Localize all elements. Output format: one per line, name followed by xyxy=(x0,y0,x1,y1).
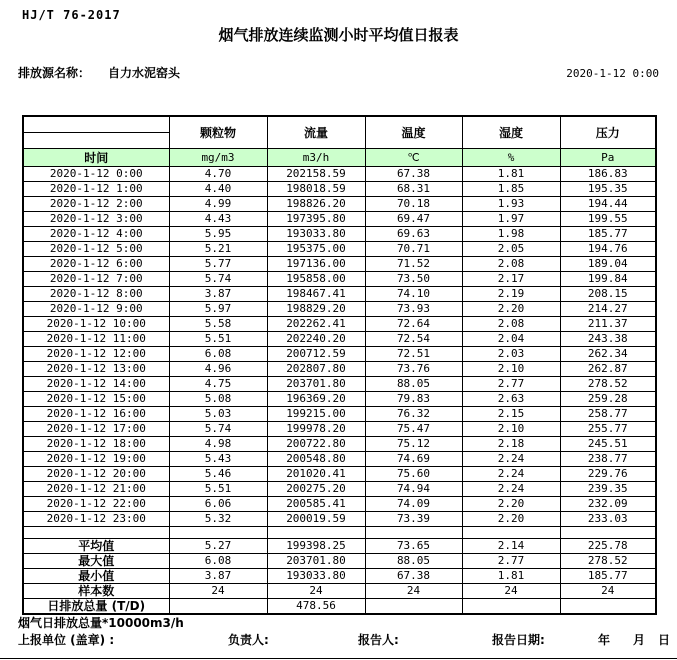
cell-time: 2020-1-12 14:00 xyxy=(23,377,169,392)
footer-note: 烟气日排放总量*10000m3/h xyxy=(18,616,184,630)
hour-row xyxy=(23,377,656,392)
cell-value: 1.93 xyxy=(462,197,560,212)
cell-value: 73.93 xyxy=(365,302,462,317)
summary-row xyxy=(23,584,656,599)
summary-value: 2.77 xyxy=(462,554,560,569)
cell-value: 197136.00 xyxy=(267,257,365,272)
cell-value: 200275.20 xyxy=(267,482,365,497)
source-name-value: 自力水泥窑头 xyxy=(108,66,181,80)
cell-value: 1.97 xyxy=(462,212,560,227)
cell-time: 2020-1-12 9:00 xyxy=(23,302,169,317)
cell-value: 73.50 xyxy=(365,272,462,287)
hour-row xyxy=(23,332,656,347)
cell-time: 2020-1-12 16:00 xyxy=(23,407,169,422)
cell-value: 5.51 xyxy=(169,482,267,497)
hour-row xyxy=(23,212,656,227)
cell-value: 200019.59 xyxy=(267,512,365,527)
cell-value: 72.54 xyxy=(365,332,462,347)
cell-value: 195858.00 xyxy=(267,272,365,287)
cell-value: 76.32 xyxy=(365,407,462,422)
responsible-label: 负责人: xyxy=(228,633,269,647)
summary-value: 203701.80 xyxy=(267,554,365,569)
cell-value: 5.46 xyxy=(169,467,267,482)
corner-divider xyxy=(24,117,169,133)
cell-value: 74.10 xyxy=(365,287,462,302)
hour-row xyxy=(23,302,656,317)
cell-value: 75.12 xyxy=(365,437,462,452)
cell-value: 258.77 xyxy=(560,407,656,422)
cell-time: 2020-1-12 8:00 xyxy=(23,287,169,302)
summary-value: 67.38 xyxy=(365,569,462,584)
summary-value xyxy=(462,599,560,615)
hour-row xyxy=(23,317,656,332)
cell-value: 5.74 xyxy=(169,422,267,437)
cell-value: 2.19 xyxy=(462,287,560,302)
cell-time: 2020-1-12 11:00 xyxy=(23,332,169,347)
hour-row xyxy=(23,452,656,467)
cell-value: 73.39 xyxy=(365,512,462,527)
hour-row xyxy=(23,272,656,287)
cell-time: 2020-1-12 3:00 xyxy=(23,212,169,227)
cell-value: 5.58 xyxy=(169,317,267,332)
monitoring-table xyxy=(22,115,657,615)
cell-time: 2020-1-12 10:00 xyxy=(23,317,169,332)
cell-value: 211.37 xyxy=(560,317,656,332)
cell-time: 2020-1-12 12:00 xyxy=(23,347,169,362)
cell-time: 2020-1-12 5:00 xyxy=(23,242,169,257)
cell-value: 79.83 xyxy=(365,392,462,407)
cell-value: 278.52 xyxy=(560,377,656,392)
cell-value: 4.70 xyxy=(169,167,267,182)
cell-value: 202807.80 xyxy=(267,362,365,377)
cell-value: 70.71 xyxy=(365,242,462,257)
hour-row xyxy=(23,257,656,272)
hour-row xyxy=(23,482,656,497)
cell-value: 239.35 xyxy=(560,482,656,497)
report-title: 烟气排放连续监测小时平均值日报表 xyxy=(218,26,459,44)
cell-value: 74.69 xyxy=(365,452,462,467)
cell-value: 4.40 xyxy=(169,182,267,197)
hour-row xyxy=(23,467,656,482)
cell-value: 185.77 xyxy=(560,227,656,242)
cell-time: 2020-1-12 18:00 xyxy=(23,437,169,452)
summary-row xyxy=(23,599,656,615)
col-header-temperature: 温度 xyxy=(365,116,462,149)
year-label: 年 xyxy=(598,633,611,647)
summary-value: 278.52 xyxy=(560,554,656,569)
cell-value: 5.77 xyxy=(169,257,267,272)
cell-time: 2020-1-12 17:00 xyxy=(23,422,169,437)
unit-header-row xyxy=(23,149,656,167)
summary-value: 478.56 xyxy=(267,599,365,615)
cell-value: 200585.41 xyxy=(267,497,365,512)
cell-time: 2020-1-12 13:00 xyxy=(23,362,169,377)
cell-value: 233.03 xyxy=(560,512,656,527)
cell-value: 2.03 xyxy=(462,347,560,362)
cell-value: 2.20 xyxy=(462,512,560,527)
cell-value: 72.64 xyxy=(365,317,462,332)
summary-row xyxy=(23,554,656,569)
cell-value: 229.76 xyxy=(560,467,656,482)
cell-value: 195375.00 xyxy=(267,242,365,257)
cell-value: 5.95 xyxy=(169,227,267,242)
cell-value: 2.20 xyxy=(462,497,560,512)
cell-value: 203701.80 xyxy=(267,377,365,392)
cell-value: 5.74 xyxy=(169,272,267,287)
cell-value: 5.08 xyxy=(169,392,267,407)
cell-time: 2020-1-12 22:00 xyxy=(23,497,169,512)
cell-value: 5.43 xyxy=(169,452,267,467)
unit-particulate: mg/m3 xyxy=(169,149,267,167)
cell-value: 1.85 xyxy=(462,182,560,197)
cell-value: 189.04 xyxy=(560,257,656,272)
col-header-particulate: 颗粒物 xyxy=(169,116,267,149)
hour-row xyxy=(23,512,656,527)
corner-cell xyxy=(23,116,169,149)
cell-value: 196369.20 xyxy=(267,392,365,407)
cell-value: 202240.20 xyxy=(267,332,365,347)
summary-row xyxy=(23,569,656,584)
hour-row xyxy=(23,227,656,242)
summary-value: 24 xyxy=(169,584,267,599)
cell-value: 245.51 xyxy=(560,437,656,452)
cell-value: 2.10 xyxy=(462,422,560,437)
summary-rows xyxy=(23,539,656,615)
pollutant-header-row xyxy=(23,116,656,149)
cell-value: 73.76 xyxy=(365,362,462,377)
cell-time: 2020-1-12 21:00 xyxy=(23,482,169,497)
cell-value: 2.10 xyxy=(462,362,560,377)
hour-row xyxy=(23,407,656,422)
hour-row xyxy=(23,242,656,257)
cell-value: 259.28 xyxy=(560,392,656,407)
summary-label: 最小值 xyxy=(23,569,169,584)
cell-value: 72.51 xyxy=(365,347,462,362)
cell-time: 2020-1-12 15:00 xyxy=(23,392,169,407)
reporter-label: 报告人: xyxy=(358,633,399,647)
hour-row xyxy=(23,167,656,182)
cell-value: 75.60 xyxy=(365,467,462,482)
cell-value: 4.43 xyxy=(169,212,267,227)
time-header-cell: 时间 xyxy=(23,149,169,167)
summary-value: 199398.25 xyxy=(267,539,365,554)
source-name-label: 排放源名称： xyxy=(18,66,91,80)
cell-value: 71.52 xyxy=(365,257,462,272)
col-header-humidity: 湿度 xyxy=(462,116,560,149)
cell-value: 5.97 xyxy=(169,302,267,317)
cell-value: 4.96 xyxy=(169,362,267,377)
cell-value: 200712.59 xyxy=(267,347,365,362)
report-date-label: 报告日期: xyxy=(492,633,545,647)
summary-value: 6.08 xyxy=(169,554,267,569)
cell-value: 5.51 xyxy=(169,332,267,347)
hour-row xyxy=(23,497,656,512)
cell-value: 4.99 xyxy=(169,197,267,212)
cell-value: 74.09 xyxy=(365,497,462,512)
summary-value: 24 xyxy=(560,584,656,599)
col-header-flow: 流量 xyxy=(267,116,365,149)
cell-value: 5.21 xyxy=(169,242,267,257)
report-datetime: 2020-1-12 0:00 xyxy=(566,67,659,80)
cell-value: 199978.20 xyxy=(267,422,365,437)
cell-value: 69.63 xyxy=(365,227,462,242)
hour-row xyxy=(23,362,656,377)
cell-value: 2.20 xyxy=(462,302,560,317)
cell-value: 6.06 xyxy=(169,497,267,512)
unit-humidity: % xyxy=(462,149,560,167)
cell-value: 262.87 xyxy=(560,362,656,377)
page-bottom-rule xyxy=(0,658,677,659)
month-label: 月 xyxy=(633,633,646,647)
cell-value: 194.76 xyxy=(560,242,656,257)
cell-value: 199.84 xyxy=(560,272,656,287)
day-label: 日 xyxy=(658,633,671,647)
cell-value: 232.09 xyxy=(560,497,656,512)
summary-label: 样本数 xyxy=(23,584,169,599)
hour-row xyxy=(23,287,656,302)
cell-value: 5.32 xyxy=(169,512,267,527)
summary-label: 平均值 xyxy=(23,539,169,554)
cell-time: 2020-1-12 23:00 xyxy=(23,512,169,527)
cell-value: 195.35 xyxy=(560,182,656,197)
cell-value: 2.63 xyxy=(462,392,560,407)
summary-value: 88.05 xyxy=(365,554,462,569)
signature-line xyxy=(0,631,677,647)
summary-value: 3.87 xyxy=(169,569,267,584)
cell-value: 69.47 xyxy=(365,212,462,227)
summary-value: 2.14 xyxy=(462,539,560,554)
hour-row xyxy=(23,182,656,197)
cell-value: 186.83 xyxy=(560,167,656,182)
cell-value: 68.31 xyxy=(365,182,462,197)
cell-value: 4.75 xyxy=(169,377,267,392)
cell-value: 2.77 xyxy=(462,377,560,392)
cell-time: 2020-1-12 19:00 xyxy=(23,452,169,467)
summary-value: 24 xyxy=(365,584,462,599)
summary-label: 最大值 xyxy=(23,554,169,569)
cell-time: 2020-1-12 4:00 xyxy=(23,227,169,242)
summary-value: 1.81 xyxy=(462,569,560,584)
summary-value xyxy=(365,599,462,615)
cell-value: 243.38 xyxy=(560,332,656,347)
cell-value: 238.77 xyxy=(560,452,656,467)
summary-value: 24 xyxy=(462,584,560,599)
cell-value: 2.04 xyxy=(462,332,560,347)
cell-value: 255.77 xyxy=(560,422,656,437)
summary-value xyxy=(169,599,267,615)
hour-row xyxy=(23,437,656,452)
cell-value: 2.24 xyxy=(462,452,560,467)
cell-value: 214.27 xyxy=(560,302,656,317)
cell-value: 75.47 xyxy=(365,422,462,437)
cell-value: 200548.80 xyxy=(267,452,365,467)
cell-value: 1.81 xyxy=(462,167,560,182)
cell-value: 200722.80 xyxy=(267,437,365,452)
cell-value: 2.24 xyxy=(462,467,560,482)
unit-flow: m3/h xyxy=(267,149,365,167)
cell-value: 3.87 xyxy=(169,287,267,302)
cell-value: 67.38 xyxy=(365,167,462,182)
cell-value: 74.94 xyxy=(365,482,462,497)
cell-value: 198826.20 xyxy=(267,197,365,212)
summary-value: 24 xyxy=(267,584,365,599)
spacer-row xyxy=(23,527,656,539)
hour-row xyxy=(23,347,656,362)
cell-value: 2.15 xyxy=(462,407,560,422)
summary-value: 225.78 xyxy=(560,539,656,554)
report-unit-label: 上报单位 (盖章) : xyxy=(18,633,115,647)
unit-pressure: Pa xyxy=(560,149,656,167)
cell-value: 198018.59 xyxy=(267,182,365,197)
cell-time: 2020-1-12 20:00 xyxy=(23,467,169,482)
hour-row xyxy=(23,392,656,407)
cell-value: 201020.41 xyxy=(267,467,365,482)
cell-value: 197395.80 xyxy=(267,212,365,227)
summary-label: 日排放总量 (T/D) xyxy=(23,599,169,615)
cell-value: 6.08 xyxy=(169,347,267,362)
hour-row xyxy=(23,197,656,212)
summary-row xyxy=(23,539,656,554)
summary-value: 193033.80 xyxy=(267,569,365,584)
cell-value: 208.15 xyxy=(560,287,656,302)
source-line xyxy=(18,64,659,81)
hour-row xyxy=(23,422,656,437)
cell-value: 2.05 xyxy=(462,242,560,257)
col-header-pressure: 压力 xyxy=(560,116,656,149)
cell-value: 70.18 xyxy=(365,197,462,212)
cell-value: 2.08 xyxy=(462,317,560,332)
cell-time: 2020-1-12 1:00 xyxy=(23,182,169,197)
cell-value: 4.98 xyxy=(169,437,267,452)
summary-value: 5.27 xyxy=(169,539,267,554)
cell-value: 88.05 xyxy=(365,377,462,392)
cell-value: 2.17 xyxy=(462,272,560,287)
cell-value: 2.24 xyxy=(462,482,560,497)
cell-value: 202262.41 xyxy=(267,317,365,332)
summary-value: 73.65 xyxy=(365,539,462,554)
cell-time: 2020-1-12 2:00 xyxy=(23,197,169,212)
standard-number: HJ/T 76-2017 xyxy=(22,8,121,22)
cell-value: 2.08 xyxy=(462,257,560,272)
cell-value: 198467.41 xyxy=(267,287,365,302)
summary-value: 185.77 xyxy=(560,569,656,584)
cell-time: 2020-1-12 6:00 xyxy=(23,257,169,272)
cell-value: 194.44 xyxy=(560,197,656,212)
cell-time: 2020-1-12 7:00 xyxy=(23,272,169,287)
hour-rows xyxy=(23,167,656,527)
cell-value: 199215.00 xyxy=(267,407,365,422)
cell-value: 198829.20 xyxy=(267,302,365,317)
cell-value: 202158.59 xyxy=(267,167,365,182)
cell-value: 1.98 xyxy=(462,227,560,242)
cell-value: 199.55 xyxy=(560,212,656,227)
summary-value xyxy=(560,599,656,615)
unit-temperature: ℃ xyxy=(365,149,462,167)
cell-time: 2020-1-12 0:00 xyxy=(23,167,169,182)
cell-value: 5.03 xyxy=(169,407,267,422)
cell-value: 2.18 xyxy=(462,437,560,452)
cell-value: 262.34 xyxy=(560,347,656,362)
cell-value: 193033.80 xyxy=(267,227,365,242)
